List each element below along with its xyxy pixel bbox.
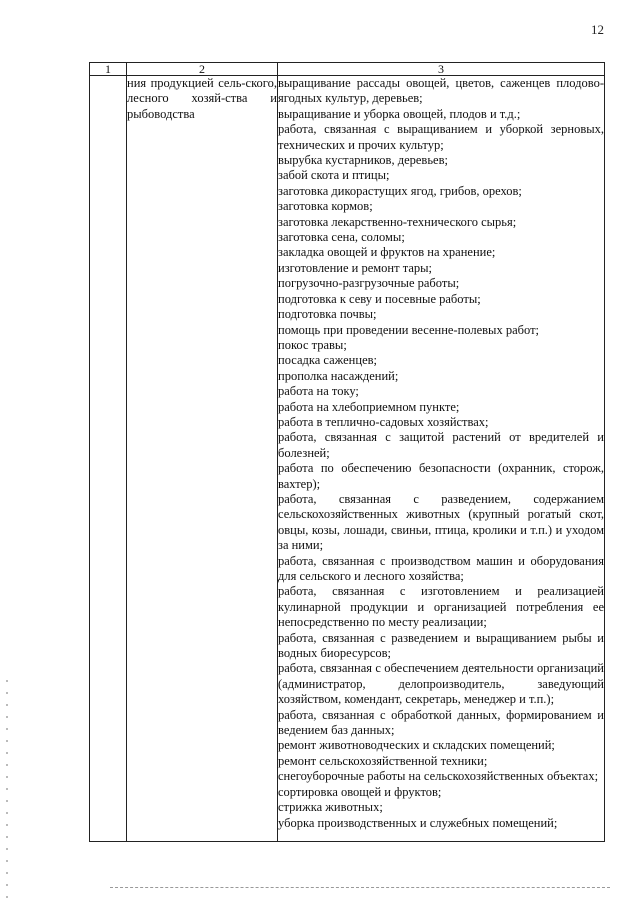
job-item: работа, связанная с обработкой данных, формированием и ведением баз данных; (278, 707, 604, 738)
job-item: закладка овощей и фруктов на хранение; (278, 245, 496, 260)
job-item: заготовка лекарственно-технического сырья; (278, 214, 517, 229)
job-item: работа, связанная с производством машин и оборудования для сельского и лесного хозяйства; (278, 553, 604, 583)
job-item: работа, связанная с разведением и выращиванием рыбы и водных биоресурсов; (278, 630, 604, 661)
table-row (90, 76, 605, 842)
job-item: подготовка к севу и посевные работы; (278, 291, 481, 306)
job-item: работа в тепличнo-садовых хозяйствах; (278, 414, 489, 429)
column-header-2: 2 (127, 63, 278, 76)
job-item: стрижка животных; (278, 800, 383, 815)
job-item: работа, связанная с выращиванием и уборкой зерновых, технических и прочих культур; (278, 122, 604, 152)
page-number: 12 (591, 22, 604, 37)
job-item: ремонт животноводческих и складских помещений; (278, 738, 555, 753)
occupations-table (89, 62, 605, 842)
job-item: заготовка кормов; (278, 199, 373, 214)
job-item: покос травы; (278, 337, 347, 352)
job-item: работа по обеспечению безопасности (охранник, сторож, вахтер); (278, 461, 604, 491)
job-item: заготовка сена, соломы; (278, 230, 405, 245)
job-item: погрузочно-разгрузочные работы; (278, 276, 460, 291)
column-header-3: 3 (278, 63, 605, 76)
job-item: выращивание и уборка овощей, плодов и т.д.; (278, 106, 521, 121)
job-item: посадка саженцев; (278, 353, 377, 368)
job-item: прополка насаждений; (278, 368, 399, 383)
empty-number-cell (90, 76, 127, 842)
job-item: подготовка почвы; (278, 307, 377, 322)
job-item: выращивание рассады овощей, цветов, саженцев плодово-ягодных культур, деревьев; (278, 76, 604, 106)
job-item: работа, связанная с обеспечением деятельности организаций (администратор, делопроизводитель, заведующий хозяйством, комендант, секретарь, менеджер и т.п.); (278, 661, 604, 707)
job-item: работа на хлебоприемном пункте; (278, 399, 460, 414)
activity-type-cell: ния продукцией сель-ского, лесного хозяй-ства и рыбоводства (127, 76, 278, 842)
job-item: уборка производственных и служебных помещений; (278, 815, 558, 830)
job-item: ремонт сельскохозяйственной техники; (278, 753, 488, 768)
job-item: работа на току; (278, 384, 359, 399)
job-item: сортировка овощей и фруктов; (278, 784, 442, 799)
page-bottom-line (110, 887, 610, 888)
job-item: снегоуборочные работы на сельскохозяйственных объектах; (278, 769, 599, 784)
job-item: заготовка дикорастущих ягод, грибов, орехов; (278, 183, 522, 198)
job-item: работа, связанная с изготовлением и реализацией кулинарной продукции и организацией потребления ее непосредственно по месту реализации; (278, 584, 604, 630)
job-item: изготовление и ремонт тары; (278, 260, 432, 275)
job-item: работа, связанная с защитой растений от вредителей и болезней; (278, 430, 604, 460)
job-item: помощь при проведении весенне-полевых работ; (278, 322, 540, 337)
job-item: работа, связанная с разведением, содержанием сельскохозяйственных животных (крупный рогатый скот, овцы, козы, лошади, свиньи, птица, кролики и т.п.) и уходом за ними; (278, 491, 604, 553)
job-item: забой скота и птицы; (278, 168, 390, 183)
job-types-cell (278, 76, 605, 842)
scan-margin-marks (6, 680, 8, 900)
table-header-row (90, 63, 605, 76)
job-item: вырубка кустарников, деревьев; (278, 153, 448, 168)
column-header-1: 1 (90, 63, 127, 76)
